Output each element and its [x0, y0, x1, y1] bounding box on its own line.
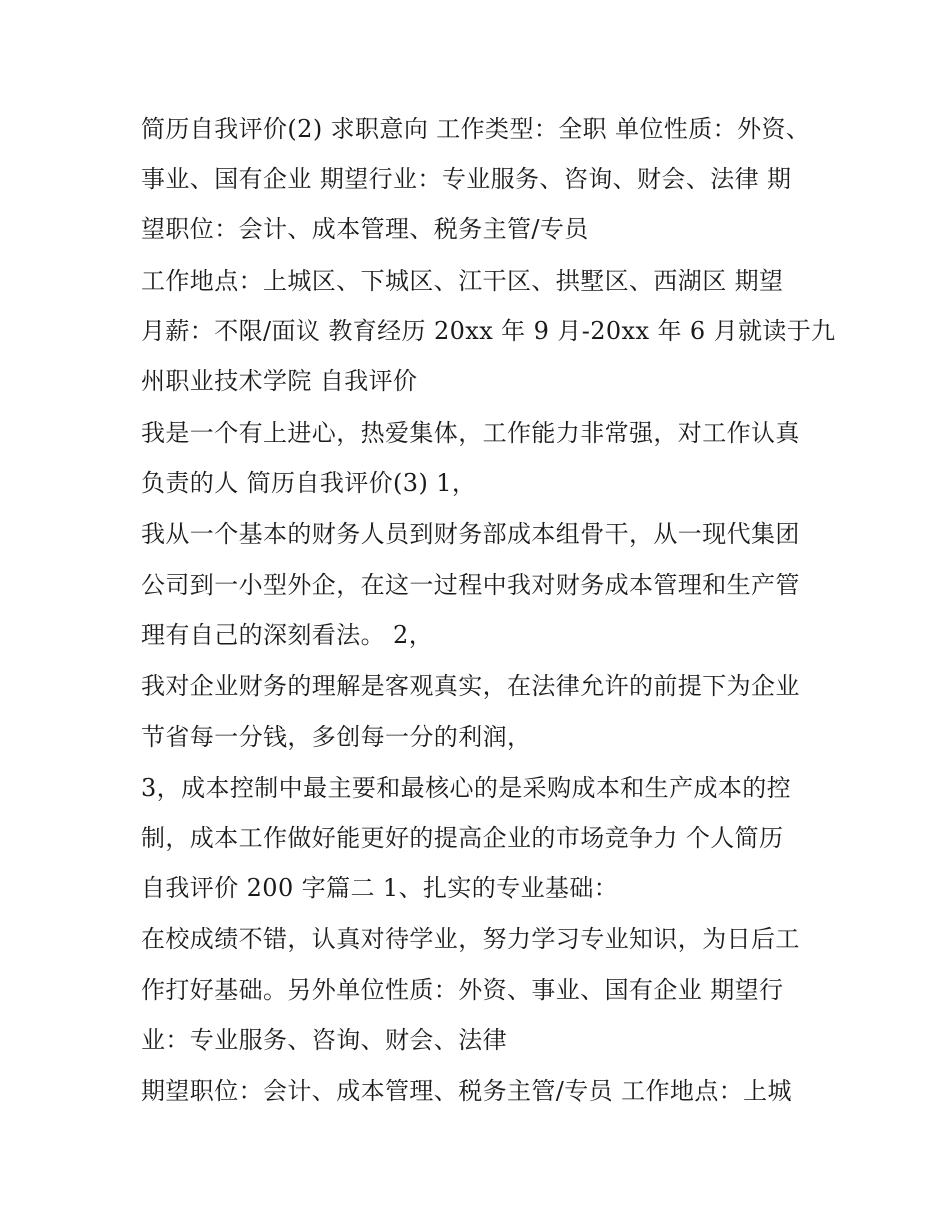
text-line: 期望职位：会计、成本管理、税务主管/专员 工作地点：上城: [141, 1077, 792, 1105]
text-line: 制，成本工作做好能更好的提高企业的市场竞争力 个人简历: [141, 824, 784, 852]
text-line: 望职位：会计、成本管理、税务主管/专员: [141, 215, 589, 243]
text-line: 负责的人 简历自我评价(3) 1，: [141, 469, 477, 497]
text-line: 我从一个基本的财务人员到财务部成本组骨干，从一现代集团: [141, 520, 800, 548]
text-line: 月薪：不限/面议 教育经历 20xx 年 9 月-20xx 年 6 月就读于九: [141, 317, 836, 345]
text-line: 自我评价 200 字篇二 1、扎实的专业基础：: [141, 874, 619, 902]
text-line: 公司到一小型外企，在这一过程中我对财务成本管理和生产管: [141, 571, 800, 599]
text-line: 节省每一分钱，多创每一分的利润，: [141, 723, 532, 751]
text-line: 工作地点：上城区、下城区、江干区、拱墅区、西湖区 期望: [141, 267, 784, 295]
text-line: 业：专业服务、咨询、财会、法律: [141, 1026, 507, 1054]
text-line: 作打好基础。另外单位性质：外资、事业、国有企业 期望行: [141, 976, 784, 1004]
text-line: 州职业技术学院 自我评价: [141, 367, 418, 395]
text-line: 事业、国有企业 期望行业：专业服务、咨询、财会、法律 期: [141, 165, 792, 193]
text-line: 我对企业财务的理解是客观真实，在法律允许的前提下为企业: [141, 672, 800, 700]
text-line: 理有自己的深刻看法。 2，: [141, 621, 434, 649]
text-line: 3，成本控制中最主要和最核心的是采购成本和生产成本的控: [141, 774, 792, 802]
text-line: 我是一个有上进心，热爱集体，工作能力非常强，对工作认真: [141, 419, 800, 447]
text-line: 在校成绩不错，认真对待学业，努力学习专业知识，为日后工: [141, 925, 800, 953]
text-line: 简历自我评价(2) 求职意向 工作类型：全职 单位性质：外资、: [141, 115, 811, 143]
